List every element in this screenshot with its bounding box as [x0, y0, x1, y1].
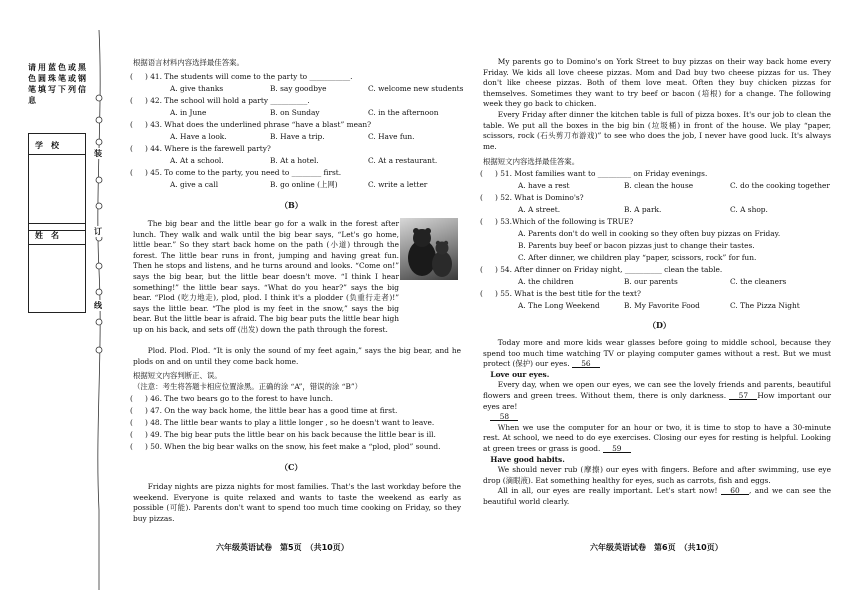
passage-d-para-1: Today more and more kids wear glasses before going to middle school, because they spend too much time watching TV or playing computer games without a rest. But we must protect (保护) our eyes. 56 — [483, 338, 831, 369]
q47[interactable]: ( ) 47. On the way back home, the little bear has a good time at first. — [130, 406, 398, 415]
passage-d-para-2: Every day, when we open our eyes, we can see the lovely friends and parents, beautiful flowers and green trees. Without them, there is only darkness. 57 How important our eyes are! — [483, 380, 831, 411]
q43-stem: ( ) 43. What does the underlined phrase “have a blast” mean? — [130, 120, 372, 129]
school-label: 学 校 — [35, 141, 59, 150]
bear-photo — [400, 218, 458, 280]
q50[interactable]: ( ) 50. When the big bear walks on the snow, his feet make a “plod, plod” sound. — [130, 442, 441, 451]
passage-b — [133, 219, 399, 336]
passage-c-para-2: My parents go to Domino's on York Street to buy pizzas on their way back home every Friday. We kids all love cheese pizzas. Mom and Dad buy two cheese pizzas for us. They don't like cheese pizzas. Both of them love meat. Often they buy chicken pizzas for themselves. Sometimes they want to try beef or bacon (培根) for a change. The following week they go back to chicken. — [483, 57, 831, 109]
q53-option-c[interactable]: C. After dinner, we children play “paper, scissors, rock” for fun. — [518, 253, 757, 262]
q55-option-c[interactable]: C. The Pizza Night — [730, 301, 800, 310]
q48[interactable]: ( ) 48. The little bear wants to play a little longer , so he doesn't want to leave. — [130, 418, 435, 427]
passage-d-para-5: All in all, our eyes are really important. Let's start now! 60 , and we can see the beautiful world clearly. — [483, 486, 831, 506]
binding-mark-xian: 线 — [94, 300, 102, 310]
q55-stem: ( ) 55. What is the best title for the text? — [480, 289, 641, 298]
passage-d-heading-2: Have good habits. — [490, 454, 565, 464]
q51-option-b[interactable]: B. clean the house — [624, 181, 694, 190]
blank-56[interactable]: 56 — [581, 359, 591, 369]
instruction-c: 根据短文内容选择最佳答案。 — [483, 157, 580, 166]
q45-option-c[interactable]: C. write a letter — [368, 180, 428, 189]
page-6-footer: 六年级英语试卷 第6页 （共10页） — [590, 543, 723, 552]
section-b-heading: （B） — [280, 200, 303, 210]
blank-57[interactable]: 57 — [738, 390, 749, 400]
q42-option-a[interactable]: A. in June — [170, 108, 207, 117]
name-label: 姓 名 — [35, 231, 59, 240]
binding-mark-ding: 订 — [94, 226, 102, 236]
q52-option-b[interactable]: B. A park. — [624, 205, 662, 214]
name-field-box[interactable] — [28, 223, 86, 313]
q52-option-a[interactable]: A. A street. — [518, 205, 561, 214]
blank-58[interactable]: 58 — [499, 412, 510, 422]
q55-option-a[interactable]: A. The Long Weekend — [518, 301, 600, 310]
q46[interactable]: ( ) 46. The two bears go to the forest to have lunch. — [130, 394, 333, 403]
q41-option-c[interactable]: C. welcome new students — [368, 84, 464, 93]
q51-option-c[interactable]: C. do the cooking together — [730, 181, 830, 190]
passage-d-heading-1: Love our eyes. — [490, 369, 550, 379]
q41-option-a[interactable]: A. give thanks — [170, 84, 224, 93]
q55-option-b[interactable]: B. My Favorite Food — [624, 301, 700, 310]
instruction-text: 请用蓝色或黑色圆珠笔或钢笔填写下列信息 — [28, 63, 88, 105]
instruction-tf-note: （注意：考生将答题卡相应位置涂黑。正确的涂 “A”，错误的涂 “B”） — [133, 382, 363, 391]
passage-d-blank-58-line — [483, 412, 831, 423]
q42-option-c[interactable]: C. in the afternoon — [368, 108, 439, 117]
instruction-a: 根据语言材料内容选择最佳答案。 — [133, 58, 244, 67]
q43-option-a[interactable]: A. Have a look. — [170, 132, 227, 141]
binding-mark-zhuang: 装 — [94, 148, 102, 158]
q43-option-b[interactable]: B. Have a trip. — [270, 132, 325, 141]
blank-59[interactable]: 59 — [612, 443, 622, 453]
passage-d — [483, 338, 831, 508]
q53-option-b[interactable]: B. Parents buy beef or bacon pizzas just to change their tastes. — [518, 241, 755, 250]
passage-b-para-2: Plod. Plod. Plod. “It is only the sound of my feet again,” says the big bear, and he plods on and on until they come back home. — [133, 346, 461, 366]
q53-stem: ( ) 53.Which of the following is TRUE? — [480, 217, 634, 226]
section-c-heading: （C） — [280, 462, 303, 472]
page-5-footer: 六年级英语试卷 第5页 （共10页） — [216, 543, 349, 552]
q41-option-b[interactable]: B. say goodbye — [270, 84, 327, 93]
q54-stem: ( ) 54. After dinner on Friday night, __________ clean the table. — [480, 265, 723, 274]
q51-option-a[interactable]: A. have a rest — [518, 181, 570, 190]
bear-silhouette-icon — [400, 218, 458, 280]
passage-b-end — [133, 346, 461, 367]
passage-b-para-1: The big bear and the little bear go for a walk in the forest after lunch. They walk and walk until the big bear says, “Let's go home, little bear.” So they start back home on the path (小道) through the forest. The little bear runs in front, jumping and having great fun. Then he stops and listens, and he turns around and looks. “Come on!” says the big bear, but the little bear doesn't move. “I think I hear something!” the little bear says. “What do you hear?” says the big bear. “Plod (吃力地走), plod, plod. I think it's a plodder (负重行走者)!” says the little bear. “The plod is my feet in the snow,” says the big bear. But the little bear is afraid. The big bear puts the little bear high up on his back, and sets off (出发) down the path through the forest. — [133, 219, 399, 334]
passage-c-right — [483, 57, 831, 152]
q44-option-a[interactable]: A. At a school. — [170, 156, 224, 165]
q45-option-b[interactable]: B. go online (上网) — [270, 180, 338, 189]
q45-stem: ( ) 45. To come to the party, you need to ________ first. — [130, 168, 342, 177]
q41-stem: ( ) 41. The students will come to the party to ___________. — [130, 72, 353, 81]
q44-option-c[interactable]: C. At a restaurant. — [368, 156, 438, 165]
q43-option-c[interactable]: C. Have fun. — [368, 132, 415, 141]
passage-c-para-1: Friday nights are pizza nights for most families. That's the last workday before the weekend. Everyone is quite relaxed and wants to taste the weekend as early as possible (可能). Parents don't want to spend too much time cooking on Friday, so they buy pizzas. — [133, 482, 461, 523]
q44-option-b[interactable]: B. At a hotel. — [270, 156, 319, 165]
passage-d-para-4: We should never rub (摩擦) our eyes with fingers. Before and after swimming, use eye drop (滴眼液). Eat something healthy for eyes, such as carrots, fish and eggs. — [483, 465, 831, 485]
school-field-box[interactable] — [28, 133, 86, 231]
q53-option-a[interactable]: A. Parents don't do well in cooking so they often buy pizzas on Friday. — [518, 229, 781, 238]
q52-option-c[interactable]: C. A shop. — [730, 205, 768, 214]
passage-c-left — [133, 482, 461, 524]
passage-d-para-3: When we use the computer for an hour or two, it is time to stop to have a 30-minute rest. At school, we need to do eye exercises. Closing our eyes for resting is helpful. Looking at green trees or grass is good. 59 — [483, 422, 831, 453]
q42-option-b[interactable]: B. on Sunday — [270, 108, 320, 117]
q52-stem: ( ) 52. What is Domino's? — [480, 193, 584, 202]
q54-option-b[interactable]: B. our parents — [624, 277, 678, 286]
section-d-heading: （D） — [648, 320, 671, 330]
q54-option-a[interactable]: A. the children — [518, 277, 574, 286]
q49[interactable]: ( ) 49. The big bear puts the little bear on his back because the little bear is ill. — [130, 430, 436, 439]
q54-option-c[interactable]: C. the cleaners — [730, 277, 787, 286]
q51-stem: ( ) 51. Most families want to _________ on Friday evenings. — [480, 169, 708, 178]
blank-60[interactable]: 60 — [730, 486, 740, 496]
q42-stem: ( ) 42. The school will hold a party __________. — [130, 96, 310, 105]
q44-stem: ( ) 44. Where is the farewell party? — [130, 144, 271, 153]
q45-option-a[interactable]: A. give a call — [170, 180, 219, 189]
passage-c-para-3: Every Friday after dinner the kitchen table is full of pizza boxes. It's our job to clean the table. We put all the boxes in the big bin (垃圾桶) in front of the house. We play “paper, scissors, rock (石头剪刀布游戏)” to see who does the job, I never have good luck. It's always me. — [483, 109, 831, 151]
instruction-tf: 根据短文内容判断正、误。 — [133, 371, 222, 380]
